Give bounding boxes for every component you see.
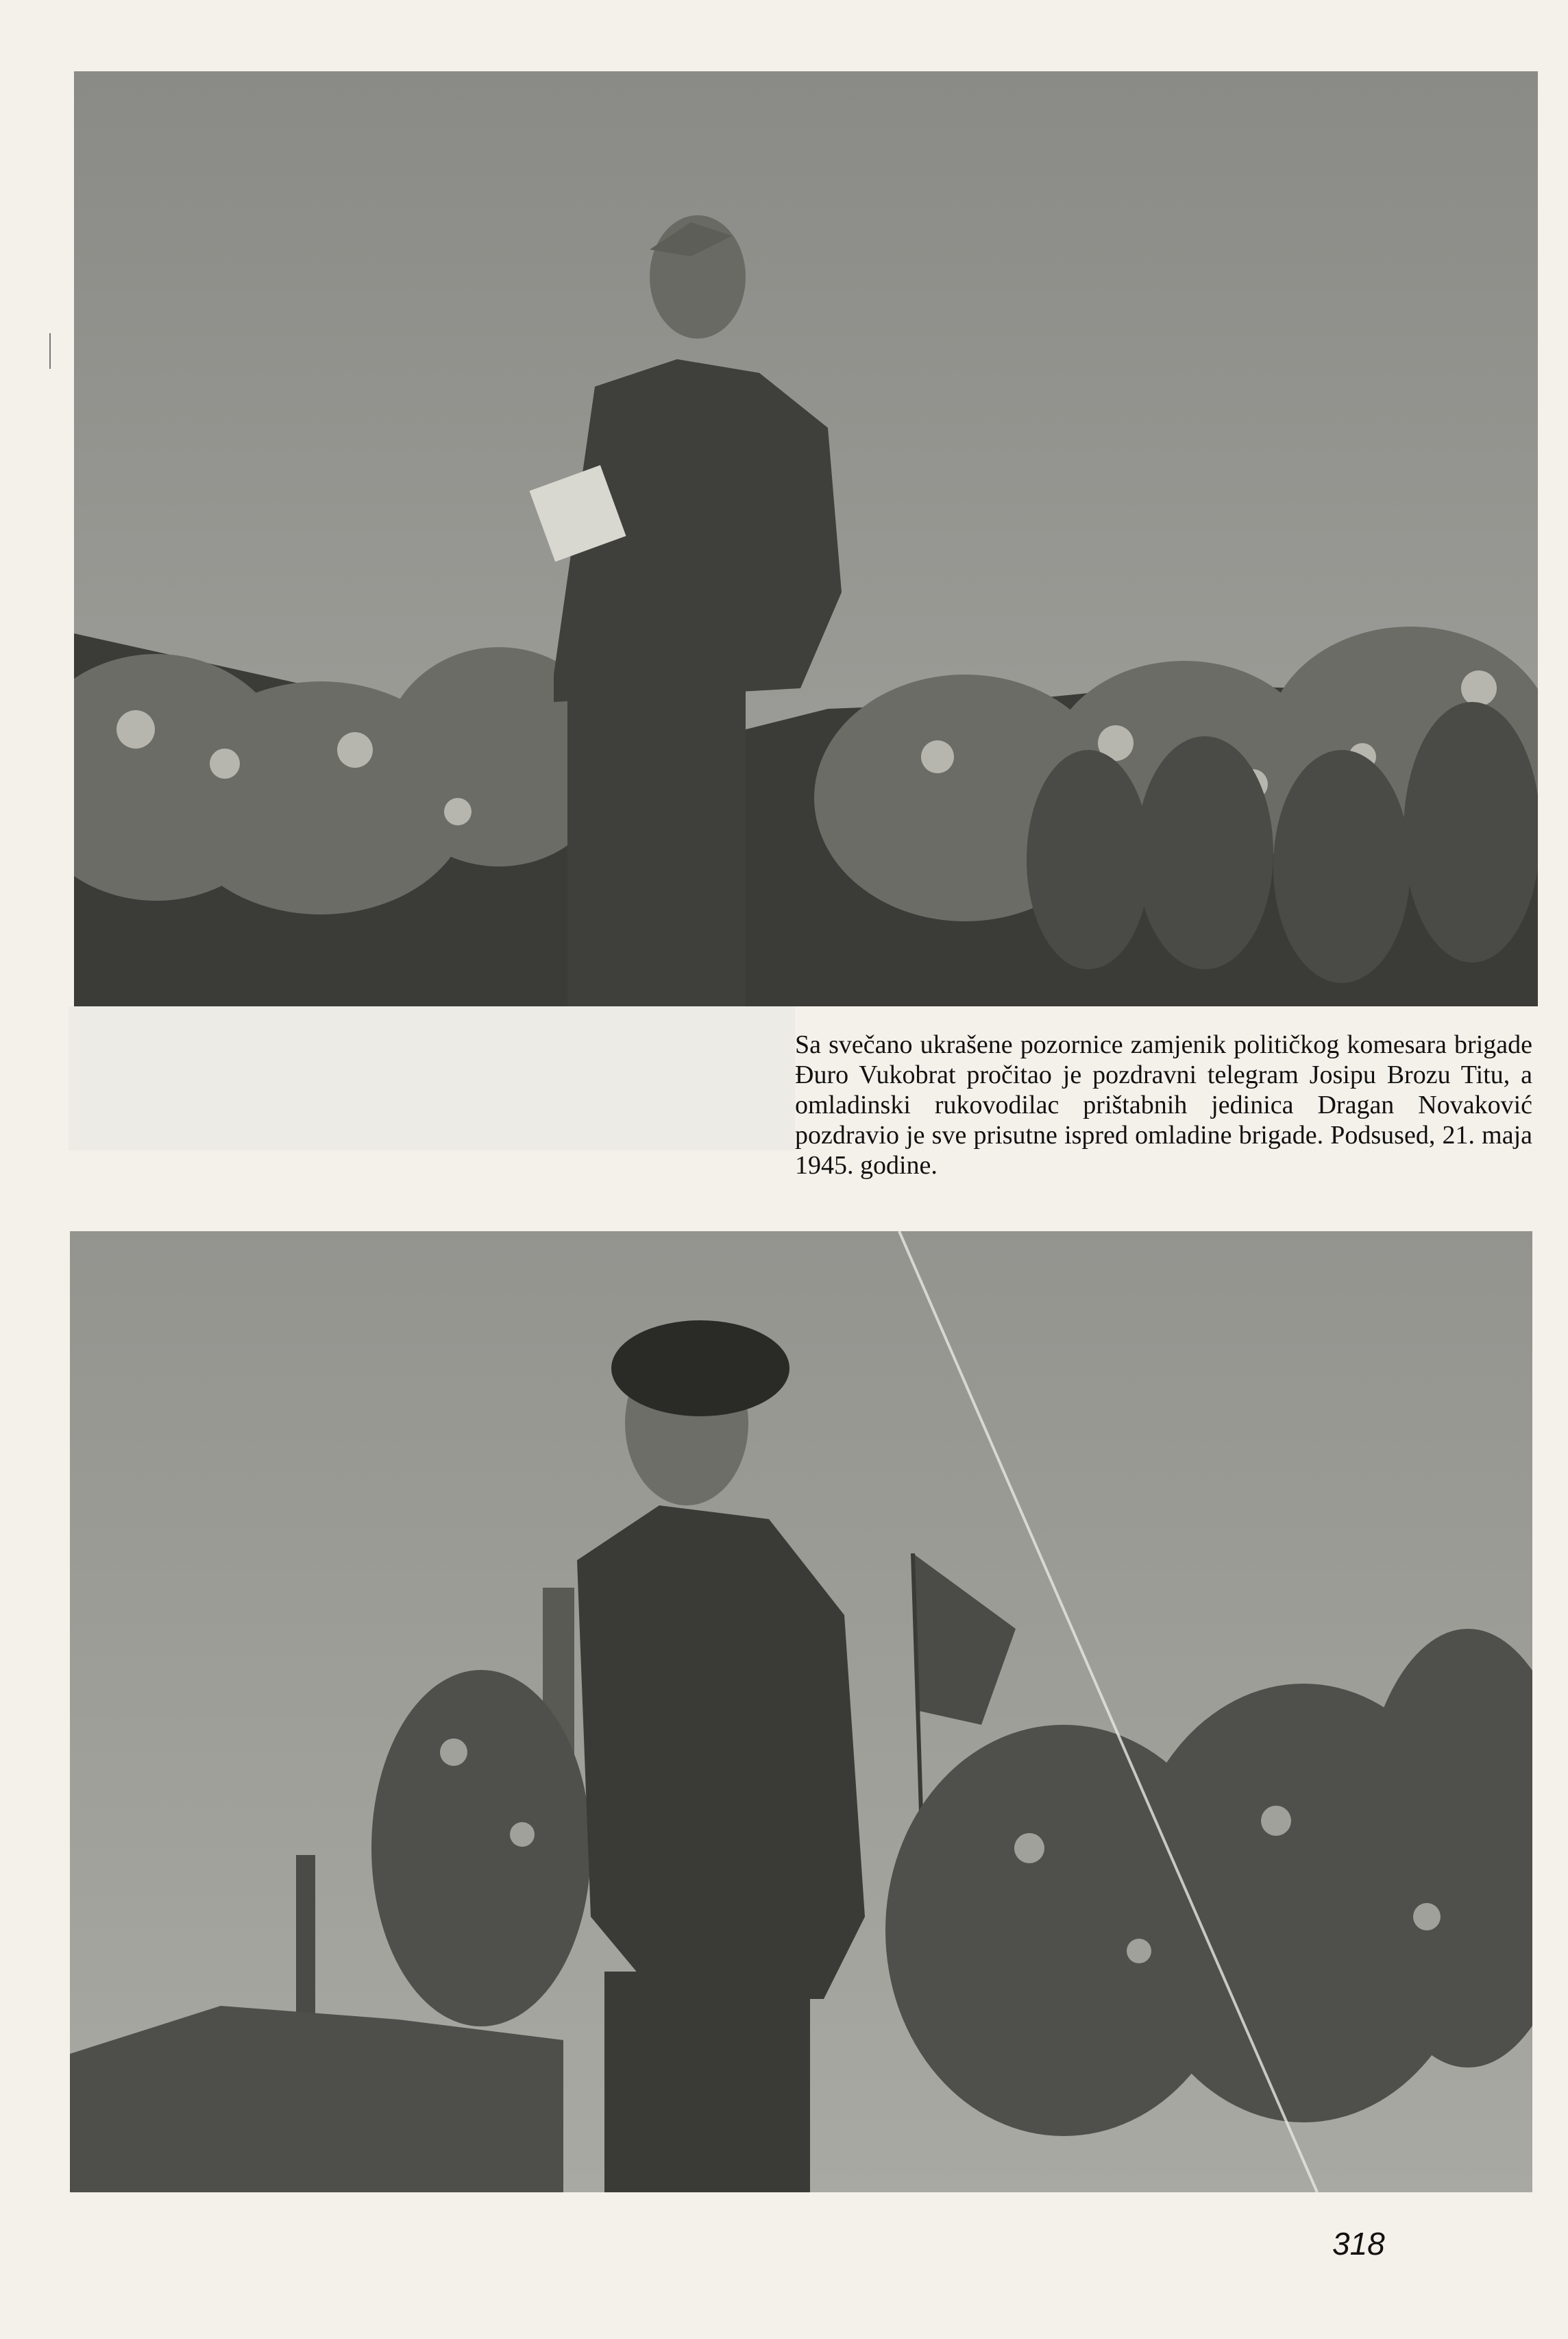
photo-bottom-image: [70, 1231, 1532, 2192]
page-number: 318: [1332, 2226, 1385, 2262]
margin-mark: [49, 333, 51, 369]
photo-speaker-reading-telegram: [74, 71, 1538, 1006]
photo-top-image: [74, 71, 1538, 1006]
page-shadow: [69, 1006, 795, 1150]
photo-caption: Sa svečano ukrašene pozornice zamjenik političkog komesara brigade Đuro Vukobrat pročitao je pozdravni telegram Josipu Brozu Titu, a omladinski rukovodilac prištabnih jedinica Dragan Novaković pozdravio je sve prisutne ispred omladine brigade. Podsused, 21. maja 1945. godine.: [795, 1030, 1532, 1180]
photo-speaker-addressing-youth: [70, 1231, 1532, 2192]
